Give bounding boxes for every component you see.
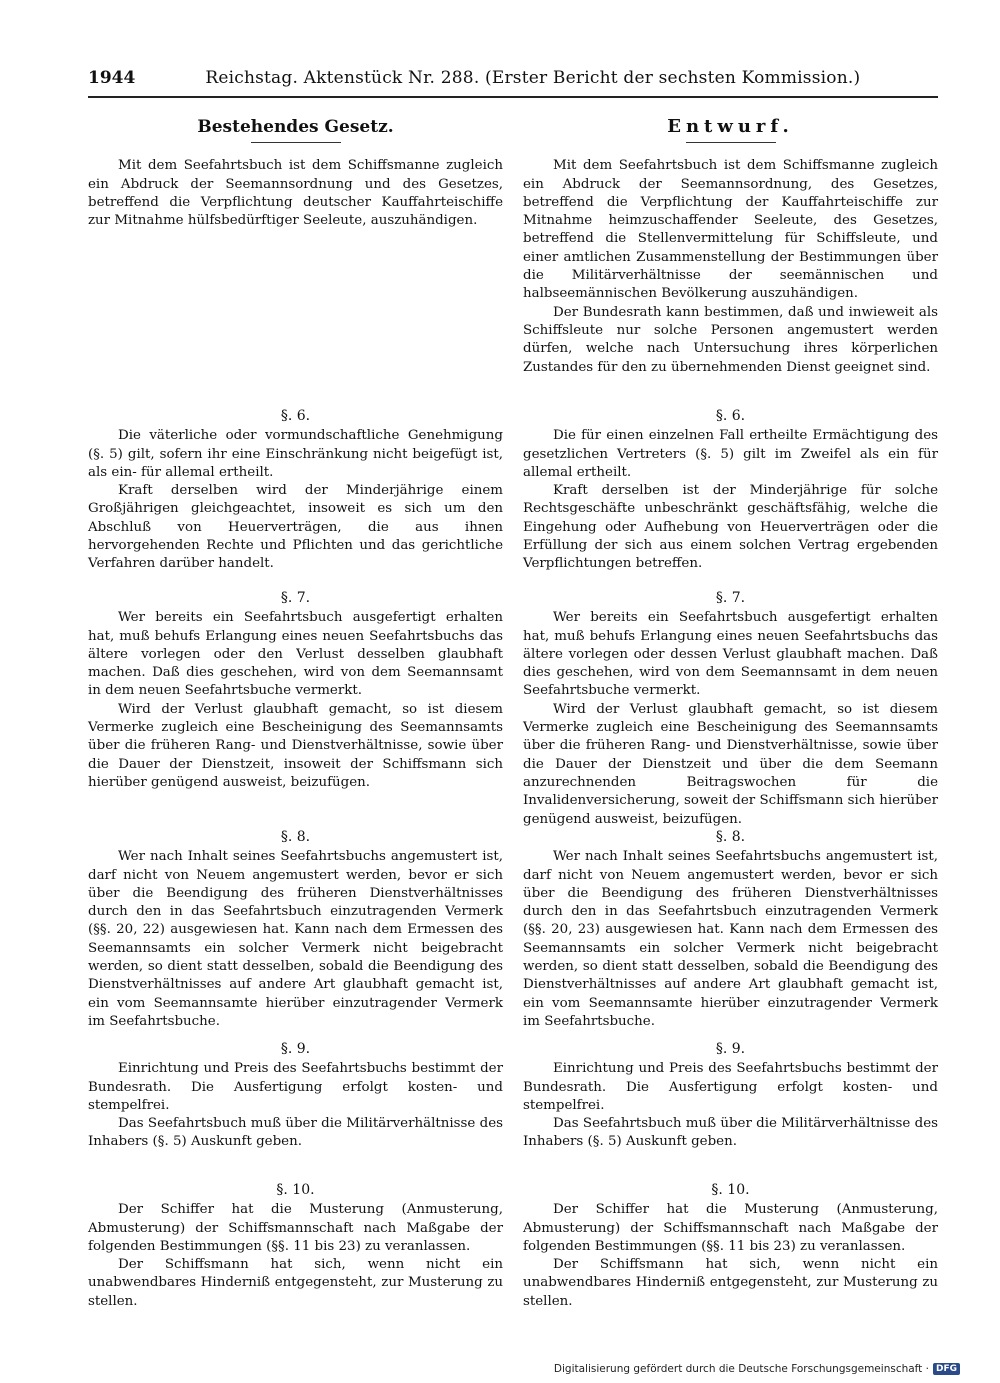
paragraph: Der Schiffer hat die Musterung (Anmusterung, Abmusterung) der Schiffsmannschaft nach Maßgabe der folgenden Bestimmungen (§§. 11 bis 23) zu veranlassen. [88,1202,503,1254]
section-heading: §. 7. [715,590,746,606]
dfg-logo-icon: DFG [933,1363,960,1375]
intro-paragraph: Der Bundesrath kann bestimmen, daß und inwieweit als Schiffsleute nur solche Personen angemustert werden dürfen, welche nach Untersuchung ihres körperlichen Zustandes für den zu übernehmenden Dienst geeignet sind. [523,304,938,375]
paragraph: Die väterliche oder vormundschaftliche Genehmigung (§. 5) gilt, sofern ihr eine Einschränkung nicht beigefügt ist, als ein- für allemal ertheilt. [88,428,503,480]
intro-paragraph: Mit dem Seefahrtsbuch ist dem Schiffsmanne zugleich ein Abdruck der Seemannsordnung und des Gesetzes, betreffend die Verpflichtung deutscher Kauffahrteischiffe zur Mitnahme hülfsbedürftiger Seeleute, auszuhändigen. [88,158,503,229]
paragraph: Wer bereits ein Seefahrtsbuch ausgefertigt erhalten hat, muß behufs Erlangung eines neuen Seefahrtsbuchs das ältere vorlegen oder dessen Verlust glaubhaft machen. Daß dies geschehen, wird von dem Seemannsamt in dem neuen Seefahrtsbuche vermerkt. [523,610,938,699]
paragraph: Kraft derselben wird der Minderjährige einem Großjährigen gleichgeachtet, insoweit es sich um den Abschluß von Heuerverträgen, die aus ihnen hervorgehenden Rechte und Pflichten und das gerichtliche Verfahren darüber handelt. [88,483,503,572]
paragraph: Das Seefahrtsbuch muß über die Militärverhältnisse des Inhabers (§. 5) Auskunft geben. [88,1116,503,1150]
paragraph: Der Schiffsmann hat sich, wenn nicht ein unabwendbares Hinderniß entgegensteht, zur Musterung zu stellen. [523,1257,938,1309]
paragraph: Der Schiffsmann hat sich, wenn nicht ein unabwendbares Hinderniß entgegensteht, zur Musterung zu stellen. [88,1257,503,1309]
column-draft [523,116,938,1309]
section-heading: §. 9. [715,1041,746,1057]
paragraph: Wer nach Inhalt seines Seefahrtsbuchs angemustert ist, darf nicht von Neuem angemustert werden, bevor er sich über die Beendigung des früheren Dienstverhältnisses durch den in das Seefahrtsbuch einzutragenden Vermerk (§§. 20, 23) ausgewiesen hat. Kann nach dem Ermessen des Seemannsamts ein solcher Vermerk nicht beigebracht werden, so dient statt desselben, sobald die Beendigung des Dienstverhältnisses auf andere Art glaubhaft gemacht ist, ein vom Seemannsamte hierüber einzutragender Vermerk im Seefahrtsbuche. [523,849,938,1029]
section-heading: §. 10. [276,1182,315,1198]
column-title: Bestehendes Gesetz. [197,117,394,137]
section-8 [523,828,938,1031]
section-7 [523,589,938,829]
section-heading: §. 6. [715,408,746,424]
paragraph: Wird der Verlust glaubhaft gemacht, so ist diesem Vermerke zugleich eine Bescheinigung des Seemannsamts über die früheren Rang- und Dienstverhältnisse, sowie über die Dauer der Dienstzeit und über die dem Seemann anzurechnenden Beitragswochen für die Invalidenversicherung, soweit der Schiffsmann sich hierüber genügend ausweist, beizufügen. [523,701,938,827]
section-heading: §. 8. [280,829,311,845]
section-heading: §. 8. [715,829,746,845]
section-10 [523,1181,938,1311]
paragraph: Wer bereits ein Seefahrtsbuch ausgefertigt erhalten hat, muß behufs Erlangung eines neuen Seefahrtsbuchs das ältere vorlegen oder den Verlust desselben glaubhaft machen. Daß dies geschehen, wird von dem Seemannsamt in dem neuen Seefahrtsbuche vermerkt. [88,610,503,699]
running-title: Reichstag. Aktenstück Nr. 288. (Erster Bericht der sechsten Kommission.) [205,68,861,88]
section-10 [88,1181,503,1311]
paragraph: Kraft derselben ist der Minderjährige für solche Rechtsgeschäfte unbeschränkt geschäftsfähig, welche die Eingehung oder Aufhebung von Heuerverträgen oder die Erfüllung der sich aus einem solchen Vertrag ergebenden Verpflichtungen betreffen. [523,483,938,572]
footer-text: Digitalisierung gefördert durch die Deutsche Forschungsgemeinschaft · [553,1363,929,1375]
header-rule [88,96,938,98]
paragraph: Wer nach Inhalt seines Seefahrtsbuchs angemustert ist, darf nicht von Neuem angemustert werden, bevor er sich über die Beendigung des früheren Dienstverhältnisses durch den in das Seefahrtsbuch einzutragenden Vermerk (§§. 20, 22) ausgewiesen hat. Kann nach dem Ermessen des Seemannsamts ein solcher Vermerk nicht beigebracht werden, so dient statt desselben, sobald die Beendigung des Dienstverhältnisses auf andere Art glaubhaft gemacht ist, ein vom Seemannsamte hierüber einzutragender Vermerk im Seefahrtsbuche. [88,849,503,1029]
digitization-footer [554,1363,960,1375]
section-6 [523,407,938,574]
section-heading: §. 9. [280,1041,311,1057]
paragraph: Wird der Verlust glaubhaft gemacht, so ist diesem Vermerke zugleich eine Bescheinigung des Seemannsamts über die früheren Rang- und Dienstverhältnisse, sowie über die Dauer der Dienstzeit, insoweit der Schiffsmann sich hierüber genügend ausweist, beizufügen. [88,701,503,790]
section-8 [88,828,503,1031]
section-7 [88,589,503,792]
section-heading: §. 7. [280,590,311,606]
title-rule [251,142,341,143]
column-title: Entwurf. [667,116,794,137]
paragraph: Der Schiffer hat die Musterung (Anmusterung, Abmusterung) der Schiffsmannschaft nach Maßgabe der folgenden Bestimmungen (§§. 11 bis 23) zu veranlassen. [523,1202,938,1254]
section-heading: §. 10. [711,1182,750,1198]
section-6 [88,407,503,574]
section-heading: §. 6. [280,408,311,424]
intro-paragraph: Mit dem Seefahrtsbuch ist dem Schiffsmanne zugleich ein Abdruck der Seemannsordnung, des Gesetzes, betreffend die Verpflichtung der Kauffahrteischiffe zur Mitnahme heimzuschaffender Seeleute, des Gesetzes, betreffend die Stellenvermittelung für Schiffsleute, und einer amtlichen Zusammenstellung der Bestimmungen über die Militärverhältnisse der seemännischen und halbseemännischen Bevölkerung auszuhändigen. [523,158,938,302]
page-header [88,68,938,88]
section-9 [88,1040,503,1152]
column-existing-law [88,117,503,1309]
section-9 [523,1040,938,1152]
paragraph: Einrichtung und Preis des Seefahrtsbuchs bestimmt der Bundesrath. Die Ausfertigung erfolgt kosten- und stempelfrei. [523,1061,938,1113]
paragraph: Einrichtung und Preis des Seefahrtsbuchs bestimmt der Bundesrath. Die Ausfertigung erfolgt kosten- und stempelfrei. [88,1061,503,1113]
title-rule [686,142,776,143]
paragraph: Die für einen einzelnen Fall ertheilte Ermächtigung des gesetzlichen Vertreters (§. 5) gilt im Zweifel als ein für allemal ertheilt. [523,428,938,480]
paragraph: Das Seefahrtsbuch muß über die Militärverhältnisse des Inhabers (§. 5) Auskunft geben. [523,1116,938,1150]
page-number: 1944 [88,68,136,88]
